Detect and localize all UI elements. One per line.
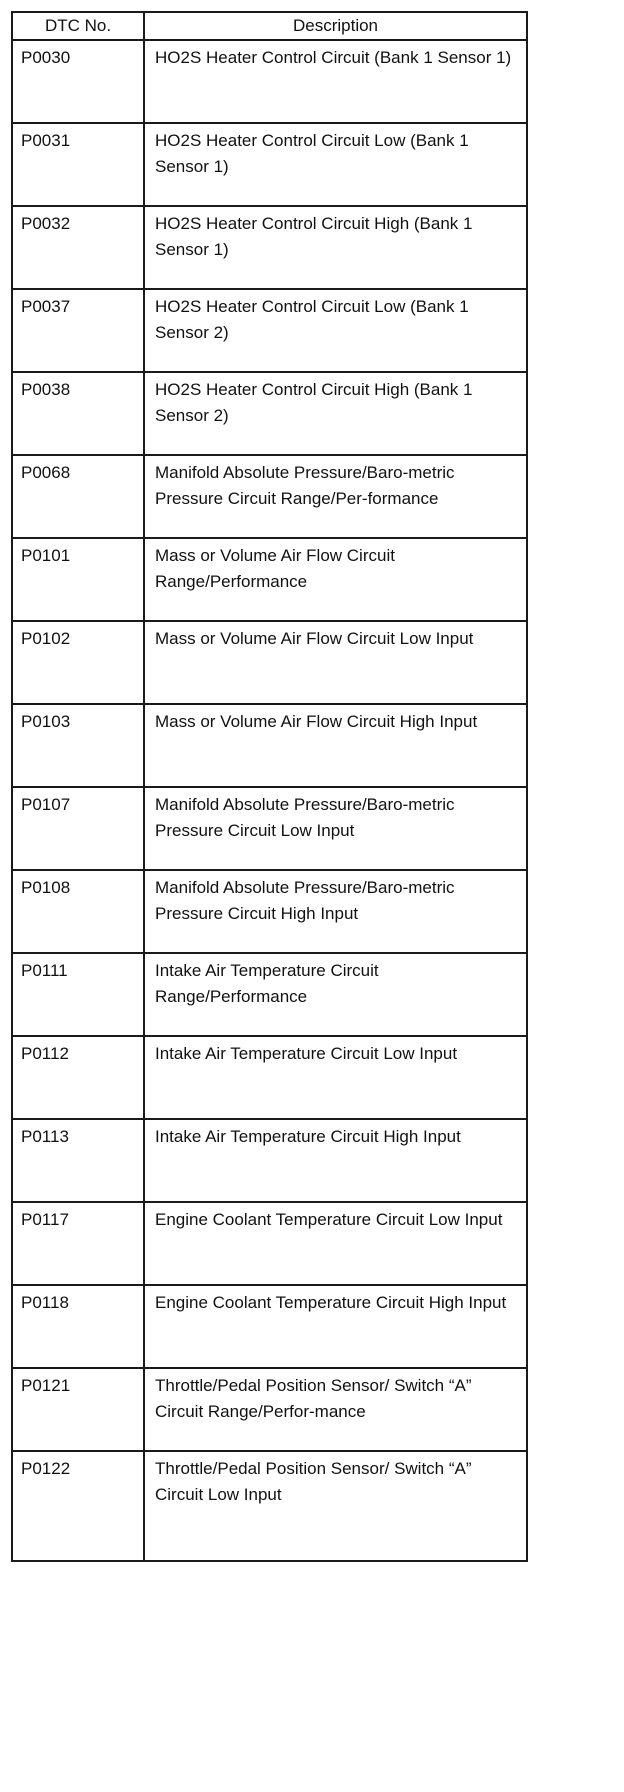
table-row [12, 1451, 527, 1561]
table-row [12, 372, 527, 455]
table-row [12, 1036, 527, 1119]
table-row [12, 1119, 527, 1202]
dtc-description: Mass or Volume Air Flow Circuit Low Input [144, 621, 527, 704]
dtc-description: Manifold Absolute Pressure/Baro-metric Pressure Circuit High Input [144, 870, 527, 953]
column-header-description: Description [144, 12, 527, 40]
dtc-code: P0038 [12, 372, 144, 455]
table-row [12, 1202, 527, 1285]
table-row [12, 621, 527, 704]
dtc-code: P0037 [12, 289, 144, 372]
dtc-table [11, 11, 528, 1562]
dtc-description: Throttle/Pedal Position Sensor/ Switch “A” Circuit Low Input [144, 1451, 527, 1561]
dtc-description: Mass or Volume Air Flow Circuit High Input [144, 704, 527, 787]
dtc-description: HO2S Heater Control Circuit High (Bank 1 Sensor 2) [144, 372, 527, 455]
dtc-description: Manifold Absolute Pressure/Baro-metric Pressure Circuit Range/Per-formance [144, 455, 527, 538]
table-row [12, 455, 527, 538]
table-row [12, 704, 527, 787]
dtc-description: Intake Air Temperature Circuit Range/Performance [144, 953, 527, 1036]
dtc-code: P0101 [12, 538, 144, 621]
dtc-description: Intake Air Temperature Circuit Low Input [144, 1036, 527, 1119]
dtc-description: Intake Air Temperature Circuit High Input [144, 1119, 527, 1202]
dtc-description: Manifold Absolute Pressure/Baro-metric Pressure Circuit Low Input [144, 787, 527, 870]
table-row [12, 538, 527, 621]
dtc-description: Mass or Volume Air Flow Circuit Range/Performance [144, 538, 527, 621]
table-row [12, 1368, 527, 1451]
dtc-description: HO2S Heater Control Circuit (Bank 1 Sensor 1) [144, 40, 527, 123]
dtc-description: Engine Coolant Temperature Circuit High Input [144, 1285, 527, 1368]
dtc-code: P0111 [12, 953, 144, 1036]
dtc-code: P0108 [12, 870, 144, 953]
dtc-description: HO2S Heater Control Circuit High (Bank 1 Sensor 1) [144, 206, 527, 289]
dtc-description: Throttle/Pedal Position Sensor/ Switch “A” Circuit Range/Perfor-mance [144, 1368, 527, 1451]
dtc-description: HO2S Heater Control Circuit Low (Bank 1 Sensor 2) [144, 289, 527, 372]
dtc-code: P0068 [12, 455, 144, 538]
dtc-code: P0031 [12, 123, 144, 206]
dtc-code: P0032 [12, 206, 144, 289]
table-row [12, 40, 527, 123]
table-row [12, 1285, 527, 1368]
table-row [12, 123, 527, 206]
dtc-description: HO2S Heater Control Circuit Low (Bank 1 Sensor 1) [144, 123, 527, 206]
column-header-dtc-no: DTC No. [12, 12, 144, 40]
table-header-row [12, 12, 527, 40]
dtc-code: P0102 [12, 621, 144, 704]
dtc-code: P0107 [12, 787, 144, 870]
dtc-code: P0122 [12, 1451, 144, 1561]
dtc-code: P0121 [12, 1368, 144, 1451]
dtc-description: Engine Coolant Temperature Circuit Low Input [144, 1202, 527, 1285]
dtc-code: P0118 [12, 1285, 144, 1368]
table-row [12, 206, 527, 289]
dtc-code: P0030 [12, 40, 144, 123]
table-row [12, 870, 527, 953]
dtc-code: P0117 [12, 1202, 144, 1285]
table-row [12, 953, 527, 1036]
table-row [12, 787, 527, 870]
dtc-code: P0113 [12, 1119, 144, 1202]
dtc-code: P0112 [12, 1036, 144, 1119]
dtc-code: P0103 [12, 704, 144, 787]
table-row [12, 289, 527, 372]
